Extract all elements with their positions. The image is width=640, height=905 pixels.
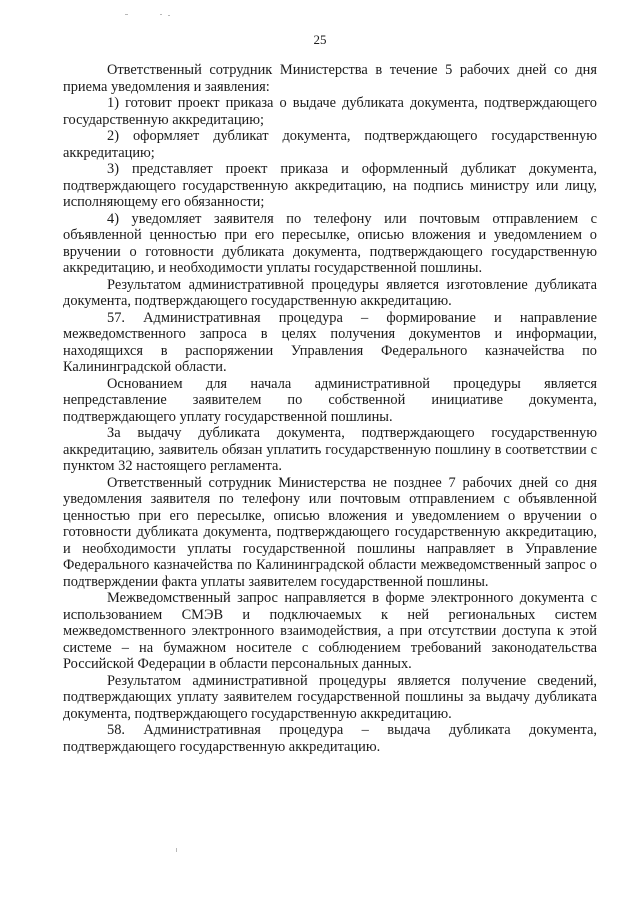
paragraph: 58. Административная процедура – выдача дубликата документа, подтверждающего государственную аккредитацию. — [63, 722, 597, 755]
paragraph: 2) оформляет дубликат документа, подтверждающего государственную аккредитацию; — [63, 128, 597, 161]
scan-speck — [160, 14, 162, 15]
page-number: 25 — [313, 32, 327, 47]
paragraph: Ответственный сотрудник Министерства в течение 5 рабочих дней со дня приема уведомления и заявления: — [63, 62, 597, 95]
document-body — [63, 62, 597, 755]
paragraph: Результатом административной процедуры является получение сведений, подтверждающих уплату заявителем государственной пошлины за выдачу дубликата документа, подтверждающего государственную аккредитацию. — [63, 672, 597, 722]
paragraph: Межведомственный запрос направляется в форме электронного документа с использованием СМЭВ и подключаемых к ней региональных систем межведомственного электронного взаимодействия, а при отсутствии доступа к этой системе – на бумажном носителе с соблюдением требований законодательства Российской Федерации в области персональных данных. — [63, 590, 597, 672]
scan-speck — [176, 848, 177, 852]
scan-speck — [168, 15, 170, 16]
paragraph: Ответственный сотрудник Министерства не позднее 7 рабочих дней со дня уведомления заявителя по телефону или почтовым отправлением с объявленной ценностью при его пересылке, описью вложения и уведомлением о вручении о готовности дубликата документа, подтверждающего государственную аккредитацию, и необходимости уплаты государственной пошлины направляет в Управление Федерального казначейства по Калининградской области межведомственный запрос о подтверждении факта уплаты заявителем государственной пошлины. — [63, 474, 597, 590]
paragraph: 57. Административная процедура – формирование и направление межведомственного запроса в целях получения документов и информации, находящихся в распоряжении Управления Федерального казначейства по Калининградской области. — [63, 309, 597, 375]
paragraph: Результатом административной процедуры является изготовление дубликата документа, подтверждающего государственную аккредитацию. — [63, 276, 597, 309]
paragraph: За выдачу дубликата документа, подтверждающего государственную аккредитацию, заявитель обязан уплатить государственную пошлину в соответствии с пунктом 32 настоящего регламента. — [63, 425, 597, 474]
paragraph: 1) готовит проект приказа о выдаче дубликата документа, подтверждающего государственную аккредитацию; — [63, 95, 597, 128]
paragraph: 3) представляет проект приказа и оформленный дубликат документа, подтверждающего государственную аккредитацию, на подпись министру или лицу, исполняющему его обязанности; — [63, 161, 597, 210]
paragraph: 4) уведомляет заявителя по телефону или почтовым отправлением с объявленной ценностью при его пересылке, описью вложения и уведомлением о вручении о готовности дубликата документа, подтверждающего государственную аккредитацию, и необходимости уплаты государственной пошлины. — [63, 210, 597, 276]
paragraph: Основанием для начала административной процедуры является непредставление заявителем по собственной инициативе документа, подтверждающего уплату государственной пошлины. — [63, 375, 597, 425]
scan-speck — [125, 14, 128, 15]
